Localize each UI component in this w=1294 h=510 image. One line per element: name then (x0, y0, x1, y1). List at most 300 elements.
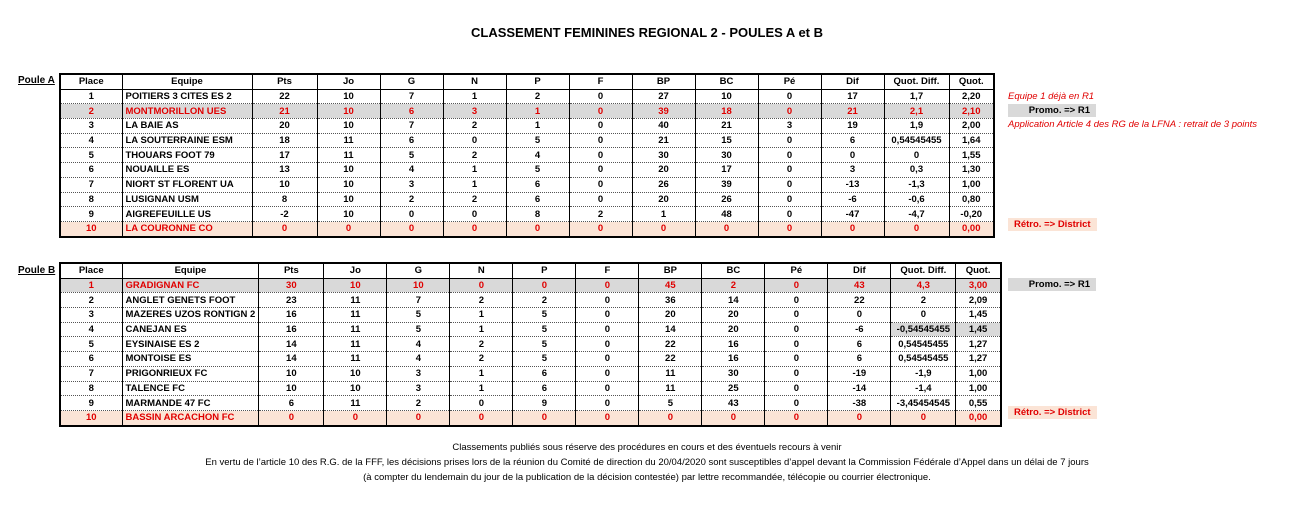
cell-bp: 20 (632, 192, 695, 207)
cell-bc: 25 (702, 381, 765, 396)
cell-quot: 3,00 (956, 278, 1001, 293)
table-row (60, 133, 994, 148)
cell-bp: 30 (632, 148, 695, 163)
cell-f: 0 (569, 177, 632, 192)
cell-n: 3 (443, 104, 506, 119)
cell-pts: 16 (259, 308, 324, 323)
cell-place: 1 (60, 278, 122, 293)
table-row (60, 308, 1001, 323)
cell-jo: 0 (324, 410, 387, 425)
cell-place: 6 (60, 352, 122, 367)
cell-dif: 0 (821, 221, 884, 236)
cell-g: 0 (380, 221, 443, 236)
cell-place: 5 (60, 148, 122, 163)
cell-dif: -38 (828, 396, 891, 411)
poule-a-note-r1: Equipe 1 déjà en R1 (1008, 91, 1095, 102)
cell-n: 2 (443, 192, 506, 207)
footer-disclaimer: Classements publiés sous réserve des procédures en cours et des éventuels recours à venir (452, 442, 842, 453)
cell-bc: 39 (695, 177, 758, 192)
cell-quot: 0,00 (956, 410, 1001, 425)
cell-place: 3 (60, 119, 122, 134)
cell-p: 6 (513, 381, 576, 396)
header-jo: Jo (317, 74, 380, 89)
cell-pe: 0 (758, 221, 821, 236)
cell-jo: 11 (317, 133, 380, 148)
cell-pe: 0 (765, 366, 828, 381)
cell-pts: 20 (252, 119, 317, 134)
cell-pe: 0 (758, 163, 821, 178)
cell-equipe: MONTOISE ES (122, 352, 259, 367)
cell-quot-diff: 2 (891, 293, 956, 308)
cell-f: 0 (576, 396, 639, 411)
cell-quot-diff: 0 (891, 410, 956, 425)
header-place: Place (60, 263, 122, 278)
cell-quot: 1,00 (949, 177, 994, 192)
cell-bp: 26 (632, 177, 695, 192)
cell-f: 0 (576, 337, 639, 352)
cell-dif: 6 (821, 133, 884, 148)
cell-g: 3 (380, 177, 443, 192)
cell-jo: 11 (324, 322, 387, 337)
cell-pe: 0 (765, 381, 828, 396)
poule-b-table (59, 262, 1002, 427)
table-row (60, 119, 994, 134)
cell-n: 2 (450, 337, 513, 352)
cell-quot: 1,00 (956, 381, 1001, 396)
table-row (60, 89, 994, 104)
cell-quot: -0,20 (949, 207, 994, 222)
cell-p: 2 (506, 89, 569, 104)
cell-quot: 1,45 (956, 308, 1001, 323)
table-row (60, 337, 1001, 352)
cell-quot-diff: 1,9 (884, 119, 949, 134)
cell-bc: 2 (702, 278, 765, 293)
cell-p: 5 (513, 308, 576, 323)
cell-f: 0 (569, 192, 632, 207)
cell-g: 6 (380, 133, 443, 148)
header-quot: Quot. (949, 74, 994, 89)
cell-f: 0 (576, 278, 639, 293)
cell-jo: 10 (317, 177, 380, 192)
cell-n: 1 (450, 366, 513, 381)
cell-pts: -2 (252, 207, 317, 222)
cell-place: 4 (60, 133, 122, 148)
cell-bc: 16 (702, 352, 765, 367)
cell-pts: 22 (252, 89, 317, 104)
cell-dif: 22 (828, 293, 891, 308)
cell-place: 9 (60, 396, 122, 411)
cell-bc: 10 (695, 89, 758, 104)
header-pe: Pé (758, 74, 821, 89)
cell-bc: 20 (702, 322, 765, 337)
cell-equipe: PRIGONRIEUX FC (122, 366, 259, 381)
cell-equipe: NOUAILLE ES (122, 163, 252, 178)
cell-pts: 18 (252, 133, 317, 148)
cell-dif: -6 (821, 192, 884, 207)
cell-quot: 1,27 (956, 337, 1001, 352)
cell-bc: 21 (695, 119, 758, 134)
cell-dif: 0 (828, 410, 891, 425)
cell-n: 1 (443, 89, 506, 104)
cell-dif: 19 (821, 119, 884, 134)
cell-f: 0 (569, 104, 632, 119)
cell-p: 1 (506, 104, 569, 119)
cell-pts: 23 (259, 293, 324, 308)
cell-bp: 20 (639, 308, 702, 323)
header-equipe: Equipe (122, 74, 252, 89)
cell-pe: 0 (758, 207, 821, 222)
cell-jo: 11 (324, 308, 387, 323)
cell-f: 0 (576, 381, 639, 396)
poule-b-label: Poule B (18, 265, 56, 276)
cell-p: 8 (506, 207, 569, 222)
cell-g: 6 (380, 104, 443, 119)
cell-pe: 0 (765, 278, 828, 293)
cell-place: 8 (60, 381, 122, 396)
cell-pe: 0 (765, 293, 828, 308)
cell-place: 7 (60, 177, 122, 192)
cell-g: 3 (387, 366, 450, 381)
cell-p: 1 (506, 119, 569, 134)
cell-f: 0 (576, 322, 639, 337)
cell-f: 0 (569, 133, 632, 148)
table-row (60, 148, 994, 163)
cell-quot-diff: 0,54545455 (891, 337, 956, 352)
cell-bp: 20 (632, 163, 695, 178)
cell-bc: 16 (702, 337, 765, 352)
cell-n: 2 (443, 119, 506, 134)
cell-pe: 0 (765, 322, 828, 337)
cell-pe: 0 (758, 177, 821, 192)
cell-quot: 1,27 (956, 352, 1001, 367)
table-row (60, 352, 1001, 367)
cell-quot: 2,09 (956, 293, 1001, 308)
cell-p: 5 (513, 322, 576, 337)
table-row (60, 293, 1001, 308)
poule-b-promo-badge: Promo. => R1 (1008, 278, 1096, 291)
cell-dif: 21 (821, 104, 884, 119)
header-bc: BC (702, 263, 765, 278)
cell-place: 4 (60, 322, 122, 337)
header-pe: Pé (765, 263, 828, 278)
cell-jo: 10 (324, 278, 387, 293)
header-place: Place (60, 74, 122, 89)
cell-pts: 10 (259, 366, 324, 381)
cell-bc: 0 (695, 221, 758, 236)
cell-bc: 26 (695, 192, 758, 207)
cell-f: 0 (569, 89, 632, 104)
table-row (60, 221, 994, 236)
cell-pts: 0 (252, 221, 317, 236)
cell-dif: 17 (821, 89, 884, 104)
cell-jo: 11 (317, 148, 380, 163)
header-dif: Dif (828, 263, 891, 278)
cell-place: 7 (60, 366, 122, 381)
header-quot: Quot. (956, 263, 1001, 278)
cell-dif: -47 (821, 207, 884, 222)
cell-pe: 0 (765, 352, 828, 367)
cell-jo: 10 (324, 381, 387, 396)
header-n: N (450, 263, 513, 278)
header-p: P (513, 263, 576, 278)
cell-p: 6 (506, 177, 569, 192)
cell-pe: 0 (758, 133, 821, 148)
cell-g: 4 (380, 163, 443, 178)
table-row (60, 366, 1001, 381)
cell-g: 5 (387, 308, 450, 323)
cell-bp: 40 (632, 119, 695, 134)
header-pts: Pts (252, 74, 317, 89)
cell-bc: 0 (702, 410, 765, 425)
cell-bc: 48 (695, 207, 758, 222)
cell-equipe: NIORT ST FLORENT UA (122, 177, 252, 192)
footer-article-10: En vertu de l’article 10 des R.G. de la FFF, les décisions prises lors de la réunion du Comité de direction du 20/04/2020 sont susceptibles d’appel devant la Commission Fédérale d’Appel dans un délai de 7 jours (205, 457, 1089, 468)
cell-jo: 11 (324, 352, 387, 367)
cell-g: 5 (380, 148, 443, 163)
cell-quot-diff: 0,54545455 (891, 352, 956, 367)
cell-f: 0 (576, 352, 639, 367)
cell-quot: 2,10 (949, 104, 994, 119)
cell-quot-diff: -4,7 (884, 207, 949, 222)
cell-f: 0 (569, 221, 632, 236)
cell-quot: 0,55 (956, 396, 1001, 411)
cell-bc: 43 (702, 396, 765, 411)
cell-bp: 11 (639, 381, 702, 396)
header-jo: Jo (324, 263, 387, 278)
cell-n: 2 (450, 352, 513, 367)
cell-p: 0 (513, 410, 576, 425)
cell-quot: 2,00 (949, 119, 994, 134)
cell-dif: -19 (828, 366, 891, 381)
header-p: P (506, 74, 569, 89)
cell-dif: 0 (821, 148, 884, 163)
cell-quot: 1,00 (956, 366, 1001, 381)
cell-pe: 0 (765, 337, 828, 352)
cell-bp: 5 (639, 396, 702, 411)
table-row (60, 396, 1001, 411)
cell-p: 5 (506, 163, 569, 178)
cell-dif: -14 (828, 381, 891, 396)
cell-pe: 0 (758, 104, 821, 119)
cell-quot-diff: 1,7 (884, 89, 949, 104)
table-row (60, 278, 1001, 293)
cell-pe: 0 (765, 396, 828, 411)
cell-jo: 10 (324, 366, 387, 381)
cell-pts: 13 (252, 163, 317, 178)
cell-quot-diff: -0,6 (884, 192, 949, 207)
cell-n: 0 (450, 410, 513, 425)
cell-bp: 36 (639, 293, 702, 308)
cell-pe: 0 (758, 89, 821, 104)
cell-n: 1 (450, 308, 513, 323)
header-bc: BC (695, 74, 758, 89)
cell-pts: 21 (252, 104, 317, 119)
cell-equipe: THOUARS FOOT 79 (122, 148, 252, 163)
cell-equipe: MAZERES UZOS RONTIGN 2 (122, 308, 259, 323)
cell-quot: 1,55 (949, 148, 994, 163)
cell-place: 1 (60, 89, 122, 104)
table-row (60, 410, 1001, 425)
page-title: CLASSEMENT FEMININES REGIONAL 2 - POULES A et B (471, 25, 823, 40)
cell-equipe: LUSIGNAN USM (122, 192, 252, 207)
cell-quot: 1,64 (949, 133, 994, 148)
header-f: F (569, 74, 632, 89)
header-row (60, 263, 1001, 278)
cell-n: 1 (443, 177, 506, 192)
cell-quot: 1,30 (949, 163, 994, 178)
cell-n: 0 (450, 396, 513, 411)
cell-bp: 1 (632, 207, 695, 222)
cell-equipe: MONTMORILLON UES (122, 104, 252, 119)
cell-jo: 11 (324, 396, 387, 411)
cell-bp: 21 (632, 133, 695, 148)
cell-pe: 0 (765, 410, 828, 425)
cell-jo: 10 (317, 192, 380, 207)
cell-quot-diff: -0,54545455 (891, 322, 956, 337)
cell-bp: 22 (639, 352, 702, 367)
cell-p: 5 (506, 133, 569, 148)
cell-bc: 14 (702, 293, 765, 308)
cell-place: 9 (60, 207, 122, 222)
cell-place: 2 (60, 104, 122, 119)
cell-quot-diff: 4,3 (891, 278, 956, 293)
cell-g: 0 (387, 410, 450, 425)
cell-jo: 0 (317, 221, 380, 236)
cell-g: 4 (387, 337, 450, 352)
poule-a-label: Poule A (18, 75, 55, 86)
header-equipe: Equipe (122, 263, 259, 278)
cell-quot: 0,80 (949, 192, 994, 207)
table-row (60, 163, 994, 178)
cell-f: 2 (569, 207, 632, 222)
cell-g: 0 (380, 207, 443, 222)
cell-equipe: LA BAIE AS (122, 119, 252, 134)
cell-n: 2 (450, 293, 513, 308)
cell-equipe: MARMANDE 47 FC (122, 396, 259, 411)
cell-dif: -13 (821, 177, 884, 192)
cell-pts: 10 (259, 381, 324, 396)
cell-pts: 16 (259, 322, 324, 337)
cell-quot-diff: -3,45454545 (891, 396, 956, 411)
poule-a-retro-badge: Rétro. => District (1008, 218, 1097, 231)
cell-bp: 45 (639, 278, 702, 293)
table-row (60, 381, 1001, 396)
cell-jo: 10 (317, 119, 380, 134)
cell-jo: 11 (324, 293, 387, 308)
cell-f: 0 (576, 293, 639, 308)
cell-quot: 0,00 (949, 221, 994, 236)
header-bp: BP (632, 74, 695, 89)
cell-quot: 1,45 (956, 322, 1001, 337)
cell-bp: 22 (639, 337, 702, 352)
poule-a-note-article: Application Article 4 des RG de la LFNA : retrait de 3 points (1008, 119, 1258, 130)
cell-n: 0 (443, 133, 506, 148)
cell-g: 7 (380, 119, 443, 134)
footer-appeal-terms: (à compter du lendemain du jour de la publication de la décision contestée) par lettre recommandée, télécopie ou courrier électronique. (363, 472, 931, 483)
table-row (60, 207, 994, 222)
cell-quot-diff: -1,3 (884, 177, 949, 192)
header-g: G (380, 74, 443, 89)
cell-equipe: LA SOUTERRAINE ESM (122, 133, 252, 148)
cell-bp: 39 (632, 104, 695, 119)
cell-f: 0 (569, 119, 632, 134)
cell-jo: 10 (317, 89, 380, 104)
cell-jo: 10 (317, 207, 380, 222)
cell-jo: 10 (317, 104, 380, 119)
cell-place: 2 (60, 293, 122, 308)
cell-dif: -6 (828, 322, 891, 337)
cell-dif: 3 (821, 163, 884, 178)
cell-equipe: POITIERS 3 CITES ES 2 (122, 89, 252, 104)
poule-a-promo-badge: Promo. => R1 (1008, 104, 1096, 117)
cell-jo: 11 (324, 337, 387, 352)
cell-g: 4 (387, 352, 450, 367)
cell-equipe: GRADIGNAN FC (122, 278, 259, 293)
cell-g: 7 (387, 293, 450, 308)
cell-n: 0 (450, 278, 513, 293)
cell-equipe: TALENCE FC (122, 381, 259, 396)
cell-equipe: EYSINAISE ES 2 (122, 337, 259, 352)
cell-f: 0 (569, 148, 632, 163)
header-pts: Pts (259, 263, 324, 278)
cell-p: 6 (506, 192, 569, 207)
cell-bc: 17 (695, 163, 758, 178)
cell-f: 0 (576, 410, 639, 425)
table-row (60, 104, 994, 119)
cell-n: 2 (443, 148, 506, 163)
table-row (60, 177, 994, 192)
cell-pts: 30 (259, 278, 324, 293)
cell-bc: 20 (702, 308, 765, 323)
cell-p: 2 (513, 293, 576, 308)
cell-pts: 10 (252, 177, 317, 192)
cell-bp: 14 (639, 322, 702, 337)
cell-dif: 6 (828, 337, 891, 352)
cell-f: 0 (569, 163, 632, 178)
cell-quot-diff: -1,9 (891, 366, 956, 381)
cell-dif: 6 (828, 352, 891, 367)
cell-place: 5 (60, 337, 122, 352)
poule-a-table (59, 73, 995, 238)
cell-bp: 0 (632, 221, 695, 236)
cell-quot-diff: 0 (884, 221, 949, 236)
cell-quot-diff: 0 (884, 148, 949, 163)
header-g: G (387, 263, 450, 278)
cell-g: 5 (387, 322, 450, 337)
cell-place: 6 (60, 163, 122, 178)
cell-equipe: AIGREFEUILLE US (122, 207, 252, 222)
header-bp: BP (639, 263, 702, 278)
cell-equipe: ANGLET GENETS FOOT (122, 293, 259, 308)
cell-g: 10 (387, 278, 450, 293)
cell-pe: 0 (765, 308, 828, 323)
cell-dif: 43 (828, 278, 891, 293)
cell-bc: 15 (695, 133, 758, 148)
cell-n: 1 (450, 381, 513, 396)
cell-quot-diff: -1,4 (891, 381, 956, 396)
cell-quot-diff: 2,1 (884, 104, 949, 119)
cell-n: 0 (443, 207, 506, 222)
cell-bc: 30 (695, 148, 758, 163)
header-f: F (576, 263, 639, 278)
cell-jo: 10 (317, 163, 380, 178)
header-quot-diff: Quot. Diff. (884, 74, 949, 89)
header-dif: Dif (821, 74, 884, 89)
cell-g: 2 (387, 396, 450, 411)
cell-bp: 27 (632, 89, 695, 104)
header-n: N (443, 74, 506, 89)
cell-bc: 30 (702, 366, 765, 381)
